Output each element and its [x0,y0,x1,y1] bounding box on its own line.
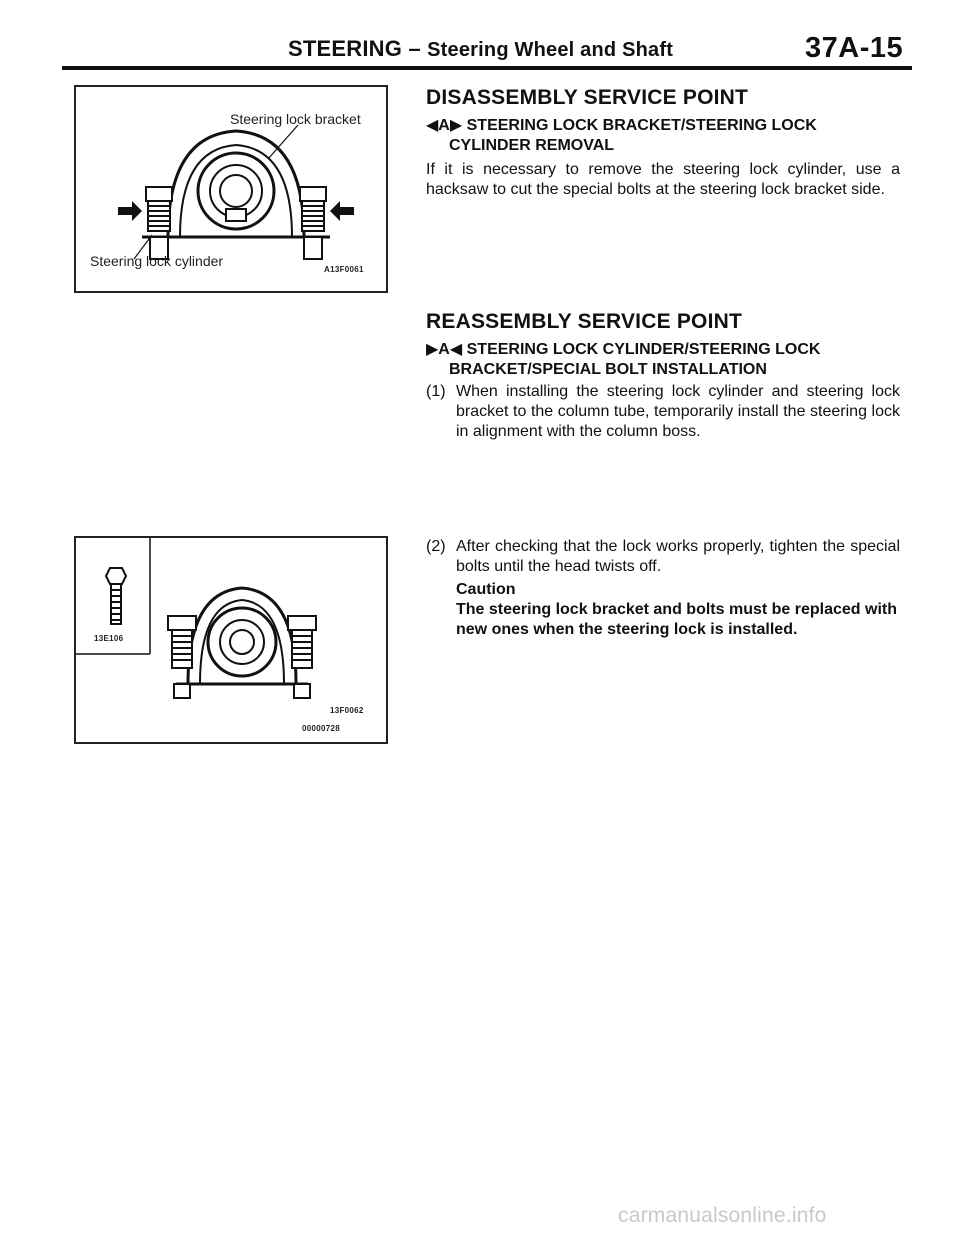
reassembly-marker: ▶A◀ [426,341,463,358]
reassembly-step-1 [426,382,900,442]
inset-code: 13E106 [94,634,124,643]
header-subsection: Steering Wheel and Shaft [427,39,674,61]
disassembly-heading: DISASSEMBLY SERVICE POINT [426,86,749,109]
watermark: carmanualsonline.info [618,1204,827,1227]
reassembly-step-2 [426,537,900,577]
step-2-number: (2) [426,538,446,555]
page-header-title [288,36,673,62]
caution-text: The steering lock bracket and bolts must be replaced with new ones when the steering lock is installed. [456,601,897,638]
disassembly-subheading-line2: CYLINDER REMOVAL [449,137,615,154]
figure-code-2: 00000728 [302,724,340,733]
caution-block [456,580,900,640]
step-1-text: When installing the steering lock cylinder and steering lock bracket to the column tube, temporarily install the steering lock in alignment with the column boss. [456,383,900,440]
reassembly-subheading-line2: BRACKET/SPECIAL BOLT INSTALLATION [449,361,767,378]
header-section: STEERING [288,36,403,61]
reassembly-heading: REASSEMBLY SERVICE POINT [426,310,742,333]
step-1-number: (1) [426,383,446,400]
header-rule [62,66,912,70]
page-number: 37A-15 [805,32,904,64]
disassembly-body: If it is necessary to remove the steering lock cylinder, use a hacksaw to cut the special bolts at the steering lock bracket side. [426,161,900,198]
disassembly-subheading-line1: STEERING LOCK BRACKET/STEERING LOCK [466,117,817,134]
reassembly-subheading-line1: STEERING LOCK CYLINDER/STEERING LOCK [466,341,821,358]
figure-lock-bracket [74,85,388,293]
figure-code-1: 13F0062 [330,706,364,715]
figure-code: A13F0061 [324,265,364,274]
label-steering-lock-cylinder: Steering lock cylinder [90,253,224,269]
step-2-text: After checking that the lock works properly, tighten the special bolts until the head twists off. [456,538,900,575]
header-separator: – [408,36,421,61]
caution-label: Caution [456,581,516,598]
reassembly-subheading [426,340,906,380]
disassembly-subheading [426,116,906,156]
label-steering-lock-bracket: Steering lock bracket [230,111,361,127]
disassembly-marker: ◀A▶ [426,117,463,134]
figure-special-bolt [74,536,388,744]
